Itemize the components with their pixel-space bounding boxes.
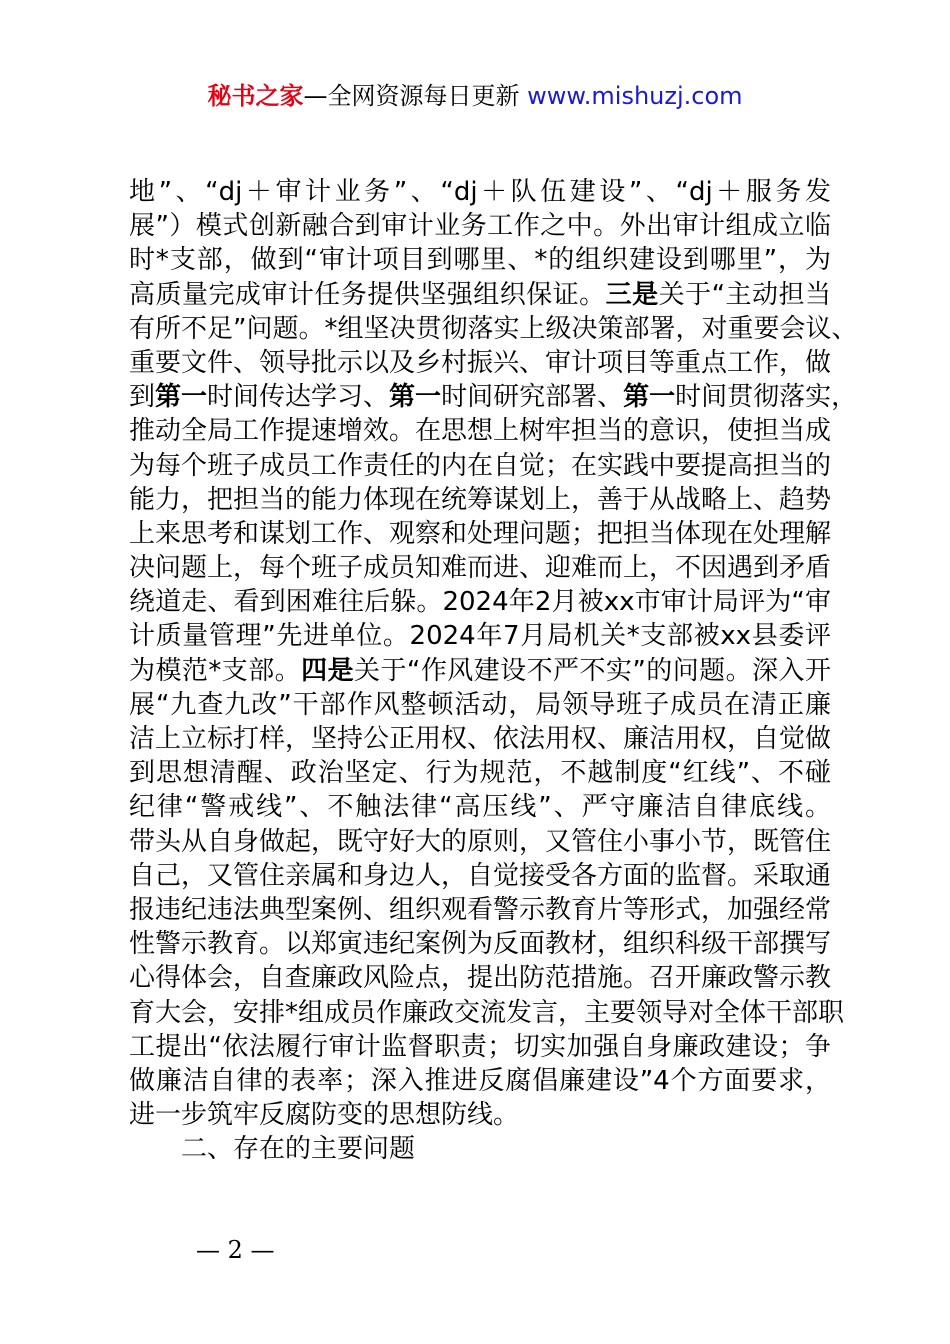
body-line: 报违纪违法典型案例、组织观看警示教育片等形式，加强经常: [129, 894, 832, 925]
body-line: 绕道走、看到困难往后躲。2024年2月被xx市审计局评为“审: [129, 587, 831, 618]
body-line: 做廉洁自律的表率；深入推进反腐倡廉建设”4个方面要求，: [129, 1065, 831, 1096]
first-marker: 第一: [155, 382, 208, 413]
body-line: 心得体会，自查廉政风险点，提出防范措施。召开廉政警示教: [129, 963, 832, 994]
body-line: 纪律“警戒线”、不触法律“高压线”、严守廉洁自律底线。: [129, 792, 831, 823]
body-line: 育大会，安排*组成员作廉政交流发言，主要领导对全体干部职: [129, 997, 845, 1028]
body-line: 决问题上，每个班子成员知难而进、迎难而上，不因遇到矛盾: [129, 553, 832, 584]
body-line: 自己，又管住亲属和身边人，自觉接受各方面的监督。采取通: [129, 860, 832, 891]
body-line: 展”）模式创新融合到审计业务工作之中。外出审计组成立临: [129, 211, 831, 242]
site-url-link[interactable]: www.mishuzj.com: [527, 82, 743, 110]
section-heading: 二、存在的主要问题: [181, 1134, 416, 1165]
site-header: [0, 80, 950, 112]
body-line: 上来思考和谋划工作、观察和处理问题；把担当体现在处理解: [129, 518, 832, 549]
body-line: 工提出“依法履行审计监督职责；切实加强自身廉政建设；争: [129, 1031, 831, 1062]
body-line: 性警示教育。以郑寅违纪案例为反面教材，组织科级干部撰写: [129, 929, 832, 960]
body-line: 展“九查九改”干部作风整顿活动，局领导班子成员在清正廉: [129, 689, 831, 720]
body-line: 到思想清醒、政治坚定、行为规范，不越制度“红线”、不碰: [129, 758, 831, 789]
body-line: 进一步筑牢反腐防变的思想防线。: [129, 1100, 520, 1131]
body-line: 地”、“dj＋审计业务”、“dj＋队伍建设”、“dj＋服务发: [129, 177, 831, 207]
site-brand: 秘书之家: [207, 82, 304, 110]
point-four-marker: 四是: [301, 655, 355, 686]
body-line: 能力，把担当的能力体现在统筹谋划上，善于从战略上、趋势: [129, 484, 832, 515]
body-line: 计质量管理”先进单位。2024年7月局机关*支部被xx县委评: [129, 621, 831, 652]
body-text-run: 为模范*支部。: [129, 655, 302, 686]
body-line: 时*支部，做到“审计项目到哪里、*的组织建设到哪里”，为: [129, 245, 831, 276]
first-marker: 第一: [389, 382, 442, 413]
body-text-run: 时间贯彻落实，: [675, 382, 858, 413]
body-line: [129, 380, 858, 414]
body-line: 为每个班子成员工作责任的内在自觉；在实践中要提高担当的: [129, 450, 832, 481]
first-marker: 第一: [623, 382, 676, 413]
body-text-run: 关于“主动担当: [658, 279, 831, 310]
point-three-marker: 三是: [605, 279, 659, 310]
page-number: — 2 —: [196, 1236, 275, 1264]
body-text-run: 时间研究部署、: [441, 382, 624, 413]
body-text-run: 到: [129, 382, 156, 413]
body-line: 洁上立标打样，坚持公正用权、依法用权、廉洁用权，自觉做: [129, 724, 832, 754]
site-tagline: —全网资源每日更新: [303, 82, 520, 110]
body-line: 推动全局工作提速增效。在思想上树牢担当的意识，使担当成: [129, 416, 832, 447]
body-line: 有所不足”问题。*组坚决贯彻落实上级决策部署，对重要会议、: [129, 313, 858, 344]
body-line: [129, 278, 831, 312]
body-text-run: 高质量完成审计任务提供坚强组织保证。: [129, 279, 606, 310]
body-line: 带头从自身做起，既守好大的原则，又管住小事小节，既管住: [129, 826, 832, 857]
body-line: 重要文件、领导批示以及乡村振兴、审计项目等重点工作，做: [129, 347, 832, 378]
body-text-run: 时间传达学习、: [207, 382, 390, 413]
body-line: [129, 654, 831, 688]
body-text-run: 关于“作风建设不严不实”的问题。深入开: [354, 655, 831, 686]
document-body: [129, 175, 858, 1166]
